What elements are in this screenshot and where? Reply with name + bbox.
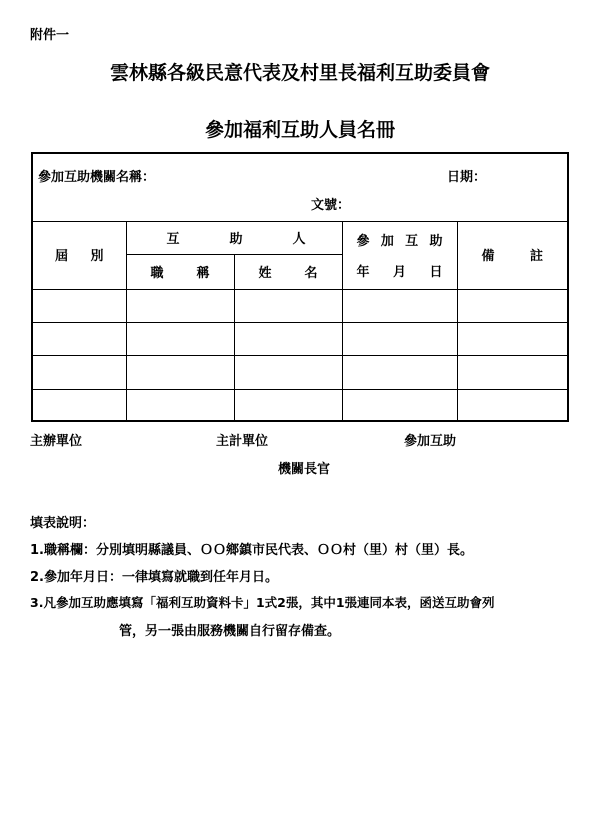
form-header (33, 154, 567, 222)
org-name-label: 參加互助機關名稱： (38, 170, 156, 185)
name-char: 姓 (258, 266, 272, 281)
member-header (126, 221, 342, 254)
member-char: 助 (229, 231, 243, 247)
join-char: 助 (429, 233, 443, 249)
title-header (126, 254, 234, 289)
table-row (33, 322, 567, 355)
remark-header (457, 221, 567, 289)
table-cell[interactable] (457, 389, 567, 421)
join-char: 加 (380, 233, 394, 249)
note-item-1: 1.職稱欄：分別填明縣議員、ＯＯ鄉鎮市民代表、ＯＯ村（里）村（里）長。 (30, 543, 473, 558)
member-org-label-line1: 參加互助 (404, 434, 457, 449)
table-cell[interactable] (342, 322, 457, 355)
document-title: 雲林縣各級民意代表及村里長福利互助委員會 (109, 62, 490, 84)
table-cell[interactable] (126, 389, 234, 421)
roster-form (31, 152, 569, 422)
table-cell[interactable] (234, 389, 342, 421)
table-cell[interactable] (457, 355, 567, 389)
doc-number-label: 文號： (311, 198, 351, 213)
table-cell[interactable] (342, 289, 457, 322)
session-char: 屆 (55, 249, 69, 265)
title-char: 職 (150, 266, 164, 281)
note-item-3-line1: 3.凡參加互助應填寫「福利互助資料卡」1式2張，其中1張連同本表，函送互助會列 (30, 595, 495, 610)
table-row (33, 355, 567, 389)
host-unit-label: 主辦單位 (30, 434, 83, 449)
document-subtitle: 參加福利互助人員名冊 (204, 119, 395, 141)
note-item-2: 2.參加年月日：一律填寫就職到任年月日。 (30, 570, 278, 585)
table-header-row (33, 221, 567, 254)
table-cell[interactable] (234, 289, 342, 322)
join-char: 年 (356, 264, 370, 280)
name-char: 名 (304, 266, 318, 281)
table-cell[interactable] (342, 389, 457, 421)
name-header (234, 254, 342, 289)
member-org-label-line2: 機關長官 (278, 462, 331, 477)
session-char: 別 (90, 249, 104, 265)
table-cell[interactable] (33, 289, 126, 322)
title-char: 稱 (196, 266, 210, 281)
table-cell[interactable] (126, 322, 234, 355)
table-cell[interactable] (33, 322, 126, 355)
join-char: 月 (393, 264, 407, 280)
table-cell[interactable] (126, 289, 234, 322)
table-cell[interactable] (234, 322, 342, 355)
session-header (33, 221, 126, 289)
note-item-3-line2: 管，另一張由服務機關自行留存備查。 (119, 624, 341, 639)
accounting-unit-label: 主計單位 (216, 434, 269, 449)
join-char: 日 (429, 264, 443, 280)
table-row (33, 289, 567, 322)
roster-table (33, 221, 567, 421)
table-row (33, 389, 567, 421)
table-cell[interactable] (457, 289, 567, 322)
attachment-label: 附件一 (30, 28, 70, 43)
date-label: 日期： (447, 170, 487, 185)
member-char: 人 (292, 231, 306, 247)
table-cell[interactable] (126, 355, 234, 389)
table-cell[interactable] (33, 389, 126, 421)
join-char: 互 (405, 233, 419, 249)
notes-heading: 填表說明： (30, 516, 96, 531)
member-char: 互 (166, 231, 180, 247)
remark-char: 備 (481, 249, 495, 265)
table-cell[interactable] (457, 322, 567, 355)
remark-char: 註 (530, 249, 544, 265)
table-cell[interactable] (33, 355, 126, 389)
join-date-header (342, 221, 457, 289)
table-cell[interactable] (342, 355, 457, 389)
join-char: 參 (356, 233, 370, 249)
table-cell[interactable] (234, 355, 342, 389)
